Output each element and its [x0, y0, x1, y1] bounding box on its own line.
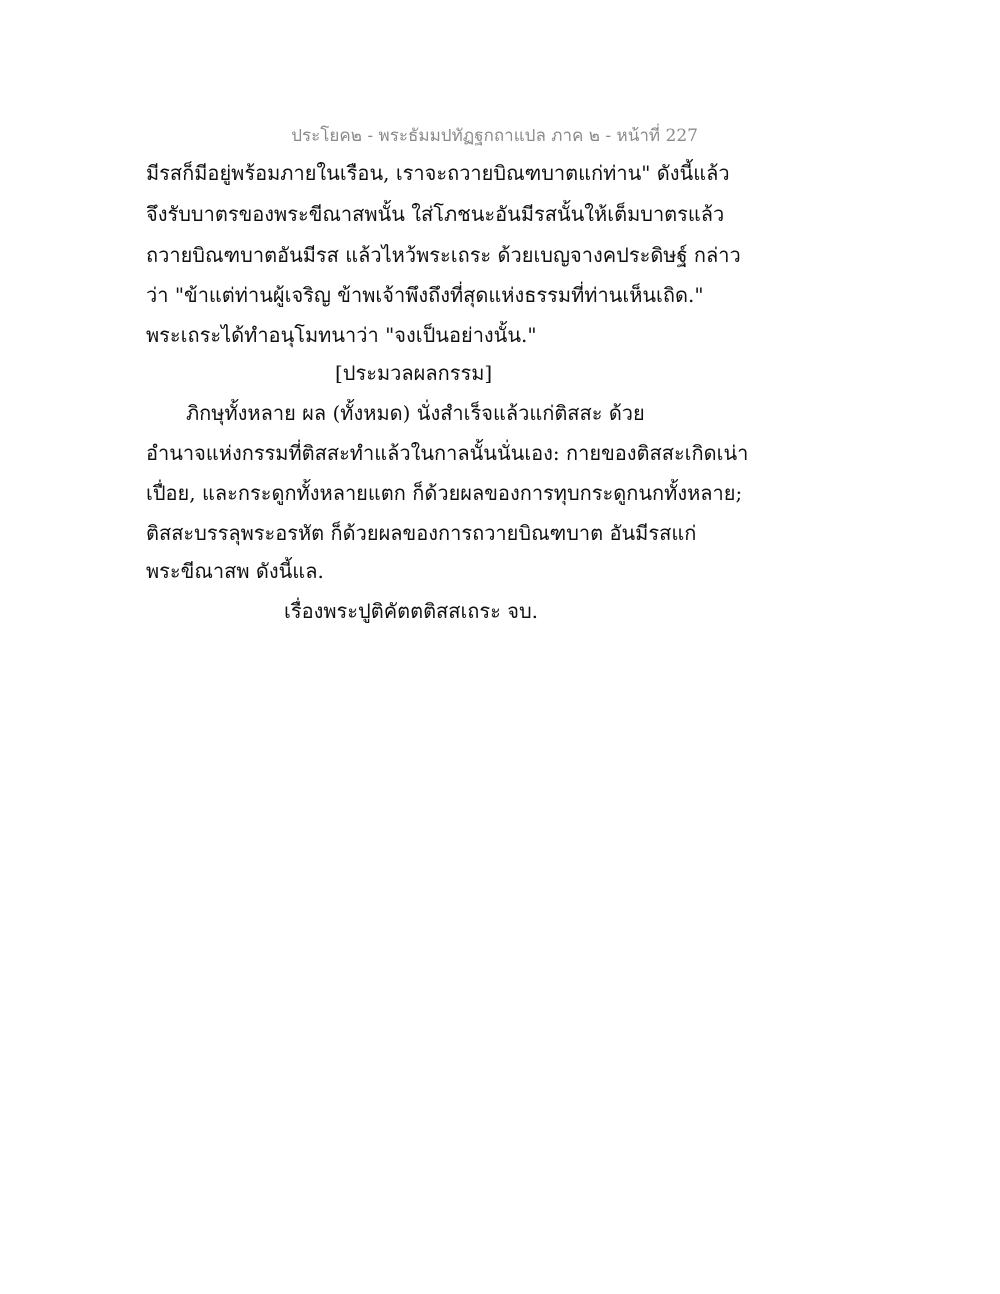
- body-line-2: จึงรับบาตรของพระขีณาสพนั้น ใส่โภชนะอันมีรสนั้นให้เต็มบาตรแล้ว: [146, 202, 725, 226]
- body-line-4: ว่า "ข้าแต่ท่านผู้เจริญ ข้าพเจ้าพึงถึงที่สุดแห่งธรรมที่ท่านเห็นเถิด.": [146, 283, 704, 307]
- body-line-6: ภิกษุทั้งหลาย ผล (ทั้งหมด) นั่งสำเร็จแล้วแก่ติสสะ ด้วย: [186, 401, 645, 425]
- body-line-1: มีรสก็มีอยู่พร้อมภายในเรือน, เราจะถวายบิณฑบาตแก่ท่าน" ดังนี้แล้ว: [146, 161, 730, 185]
- body-line-5: พระเถระได้ทำอนุโมทนาว่า "จงเป็นอย่างนั้น.": [146, 323, 537, 347]
- body-line-3: ถวายบิณฑบาตอันมีรส แล้วไหว้พระเถระ ด้วยเบญจางคประดิษฐ์ กล่าว: [146, 243, 741, 267]
- running-header: ประโยค๒ - พระธัมมปทัฏฐกถาแปล ภาค ๒ - หน้าที่ 227: [291, 126, 698, 146]
- body-line-9: ติสสะบรรลุพระอรหัต ก็ด้วยผลของการถวายบิณฑบาต อันมีรสแก่: [146, 521, 697, 545]
- body-line-10: พระขีณาสพ ดังนี้แล.: [146, 559, 324, 583]
- body-line-8: เปื่อย, และกระดูกทั้งหลายแตก ก็ด้วยผลของการทุบกระดูกนกทั้งหลาย;: [146, 481, 743, 505]
- body-line-7: อำนาจแห่งกรรมที่ติสสะทำแล้วในกาลนั้นนั่นเอง: กายของติสสะเกิดเน่า: [146, 441, 749, 465]
- story-closing: เรื่องพระปูติคัตตติสสเถระ จบ.: [284, 599, 539, 623]
- section-heading: [ประมวลผลกรรม]: [335, 361, 493, 385]
